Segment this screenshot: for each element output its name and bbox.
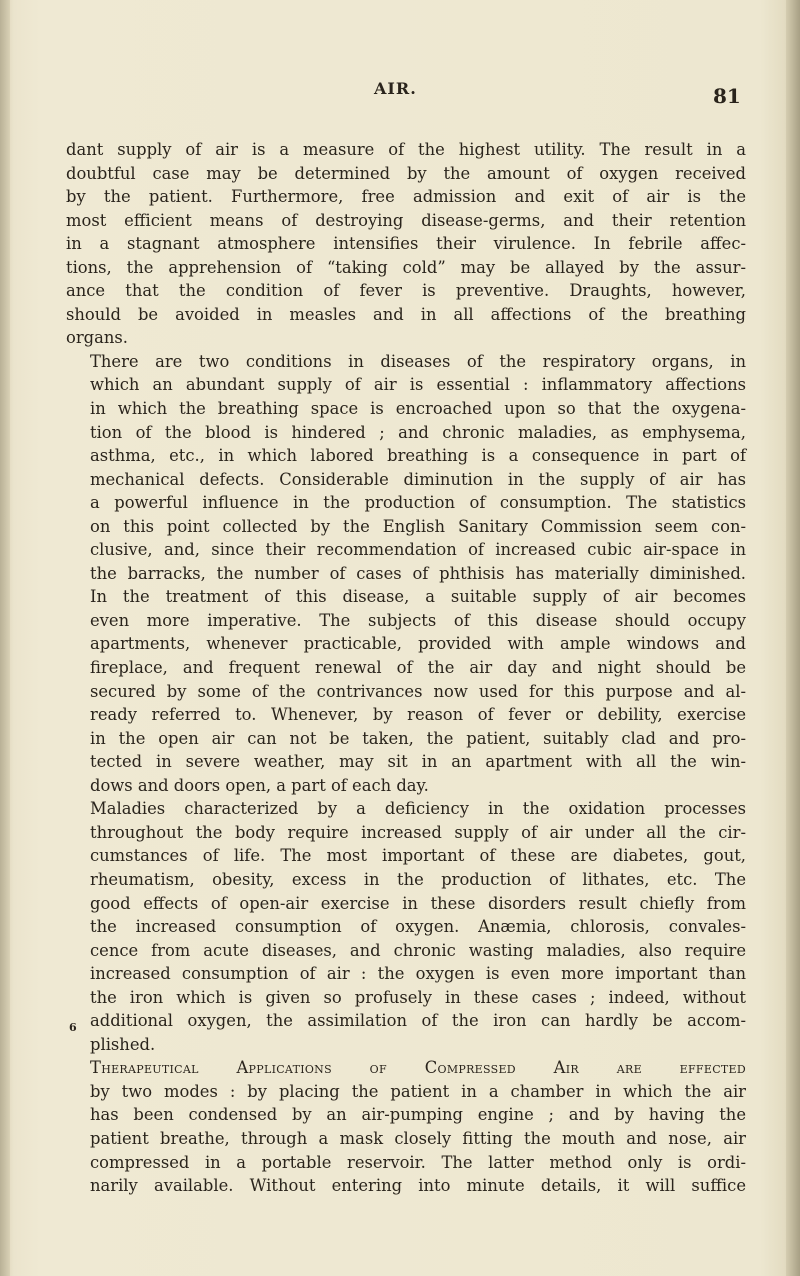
text-line: increased consumption of air : the oxygen is even more important than [90,964,746,984]
text-line: additional oxygen, the assimilation of the iron can hardly be accom- [90,1011,746,1031]
text-line: dows and doors open, a part of each day. [90,775,429,795]
paragraph-respiratory-organs [66,350,746,797]
text-line: good effects of open-air exercise in these disorders result chiefly from [90,893,746,913]
text-line: In the treatment of this disease, a suitable supply of air becomes [90,587,746,607]
text-line: ready referred to. Whenever, by reason of fever or debility, exercise [90,705,746,725]
text-line: Therapeutical Applications of Compressed Air are effected [90,1058,746,1078]
text-line: most efficient means of destroying disease-germs, and their retention [66,210,746,230]
text-line: the increased consumption of oxygen. Anæmia, chlorosis, convales- [90,917,746,937]
text-line: tected in severe weather, may sit in an apartment with all the win- [90,752,746,772]
text-line: fireplace, and frequent renewal of the air day and night should be [90,658,746,678]
text-line: which an abundant supply of air is essential : inflammatory affections [90,375,746,395]
text-line: asthma, etc., in which labored breathing is a consequence in part of [90,446,746,466]
text-line: throughout the body require increased supply of air under all the cir- [90,822,746,842]
text-line: cence from acute diseases, and chronic wasting maladies, also require [90,940,746,960]
page-right-edge [786,0,800,1276]
text-line: narily available. Without entering into minute details, it will suffice [90,1176,746,1196]
signature-mark: 6 [69,1021,77,1034]
text-line: plished. [90,1034,156,1054]
page-number: 81 [713,84,741,108]
text-line: in the open air can not be taken, the patient, suitably clad and pro- [90,728,746,748]
text-line: cumstances of life. The most important of these are diabetes, gout, [90,846,746,866]
text-line: doubtful case may be determined by the amount of oxygen received [66,163,746,183]
text-line: patient breathe, through a mask closely fitting the mouth and nose, air [90,1128,746,1148]
text-line: compressed in a portable reservoir. The latter method only is ordi- [90,1152,746,1172]
text-line: in a stagnant atmosphere intensifies their virulence. In febrile affec- [66,234,746,254]
text-line: There are two conditions in diseases of the respiratory organs, in [90,351,746,371]
paragraph-oxidation-maladies [66,797,746,1056]
text-line: has been condensed by an air-pumping engine ; and by having the [90,1105,746,1125]
text-line: a powerful influence in the production of consumption. The statistics [90,493,746,513]
body-text [66,138,746,1198]
text-line: secured by some of the contrivances now used for this purpose and al- [90,681,746,701]
text-line: the iron which is given so profusely in these cases ; indeed, without [90,987,746,1007]
text-line: even more imperative. The subjects of this disease should occupy [90,610,746,630]
running-title: AIR. [374,79,417,98]
text-line: rheumatism, obesity, excess in the production of lithates, etc. The [90,869,746,889]
text-line: Maladies characterized by a deficiency in the oxidation processes [90,799,746,819]
text-line: by two modes : by placing the patient in a chamber in which the air [90,1081,746,1101]
text-line: should be avoided in measles and in all affections of the breathing [66,304,746,324]
text-line: the barracks, the number of cases of phthisis has materially diminished. [90,563,746,583]
page-left-edge [0,0,10,1276]
text-line: clusive, and, since their recommendation of increased cubic air-space in [90,540,746,560]
text-line: by the patient. Furthermore, free admission and exit of air is the [66,187,746,207]
text-line: tions, the apprehension of “taking cold” may be allayed by the assur- [66,257,746,277]
text-line: organs. [66,328,128,348]
text-line: mechanical defects. Considerable diminution in the supply of air has [90,469,746,489]
text-line: dant supply of air is a measure of the highest utility. The result in a [66,140,746,159]
paragraph-compressed-air [66,1056,746,1197]
paragraph-continuation [66,138,746,350]
page-header [0,76,800,116]
text-line: on this point collected by the English Sanitary Commission seem con- [90,516,746,536]
text-line: apartments, whenever practicable, provided with ample windows and [90,634,746,654]
text-line: ance that the condition of fever is preventive. Draughts, however, [66,281,746,301]
text-line: tion of the blood is hindered ; and chronic maladies, as emphysema, [90,422,746,442]
text-line: in which the breathing space is encroached upon so that the oxygena- [90,399,746,419]
